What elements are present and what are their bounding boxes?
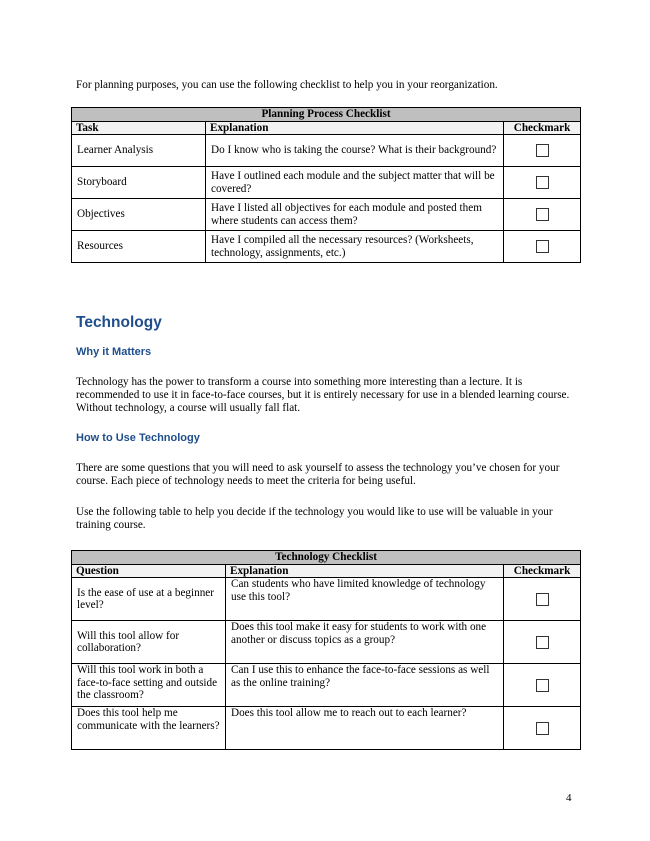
column-header-task: Task xyxy=(72,122,206,135)
table-row xyxy=(72,167,581,199)
table-row xyxy=(72,231,581,263)
page-number: 4 xyxy=(566,792,572,804)
checkbox[interactable] xyxy=(536,636,549,649)
question-cell: Does this tool help me communicate with the learners? xyxy=(72,707,226,750)
column-header-explanation: Explanation xyxy=(226,565,504,578)
explanation-cell: Have I compiled all the necessary resources? (Worksheets, technology, assignments, etc.) xyxy=(206,231,504,263)
why-paragraph: Technology has the power to transform a course into something more interesting than a lecture. It is recommended to use it in face-to-face courses, but it is entirely necessary for use in a blended learning course. Without technology, a course will usually fall flat. xyxy=(76,376,570,414)
explanation-cell: Can students who have limited knowledge of technology use this tool? xyxy=(226,578,504,621)
table-row xyxy=(72,578,581,621)
checkbox[interactable] xyxy=(536,144,549,157)
column-header-checkmark: Checkmark xyxy=(504,565,581,578)
explanation-cell: Can I use this to enhance the face-to-face sessions as well as the online training? xyxy=(226,664,504,707)
explanation-cell: Does this tool allow me to reach out to each learner? xyxy=(226,707,504,750)
explanation-cell: Do I know who is taking the course? What is their background? xyxy=(206,135,504,167)
task-cell: Learner Analysis xyxy=(72,135,206,167)
checkbox[interactable] xyxy=(536,679,549,692)
planning-checklist-table xyxy=(71,107,581,263)
checkbox[interactable] xyxy=(536,208,549,221)
technology-checklist-table xyxy=(71,550,581,750)
table-row xyxy=(72,135,581,167)
task-cell: Resources xyxy=(72,231,206,263)
task-cell: Objectives xyxy=(72,199,206,231)
column-header-checkmark: Checkmark xyxy=(504,122,581,135)
column-header-question: Question xyxy=(72,565,226,578)
subheading-how-to-use: How to Use Technology xyxy=(76,432,200,444)
how-paragraph-2: Use the following table to help you decide if the technology you would like to use will be valuable in your training course. xyxy=(76,506,553,531)
checkbox[interactable] xyxy=(536,722,549,735)
section-heading-technology: Technology xyxy=(76,314,162,331)
explanation-cell: Have I outlined each module and the subject matter that will be covered? xyxy=(206,167,504,199)
question-cell: Will this tool work in both a face-to-face setting and outside the classroom? xyxy=(72,664,226,707)
checkbox[interactable] xyxy=(536,240,549,253)
explanation-cell: Have I listed all objectives for each module and posted them where students can access them? xyxy=(206,199,504,231)
checkbox[interactable] xyxy=(536,176,549,189)
intro-paragraph: For planning purposes, you can use the following checklist to help you in your reorganization. xyxy=(76,79,498,91)
question-cell: Is the ease of use at a beginner level? xyxy=(72,578,226,621)
table-row xyxy=(72,199,581,231)
subheading-why-it-matters: Why it Matters xyxy=(76,346,152,358)
explanation-cell: Does this tool make it easy for students to work with one another or discuss topics as a group? xyxy=(226,621,504,664)
task-cell: Storyboard xyxy=(72,167,206,199)
column-header-explanation: Explanation xyxy=(206,122,504,135)
table-row xyxy=(72,707,581,750)
table-title: Technology Checklist xyxy=(72,551,581,565)
how-paragraph-1: There are some questions that you will need to ask yourself to assess the technology you’ve chosen for your course. Each piece of technology needs to meet the criteria for being useful. xyxy=(76,462,560,487)
table-title: Planning Process Checklist xyxy=(72,108,581,122)
checkbox[interactable] xyxy=(536,593,549,606)
table-row xyxy=(72,621,581,664)
question-cell: Will this tool allow for collaboration? xyxy=(72,621,226,664)
table-row xyxy=(72,664,581,707)
